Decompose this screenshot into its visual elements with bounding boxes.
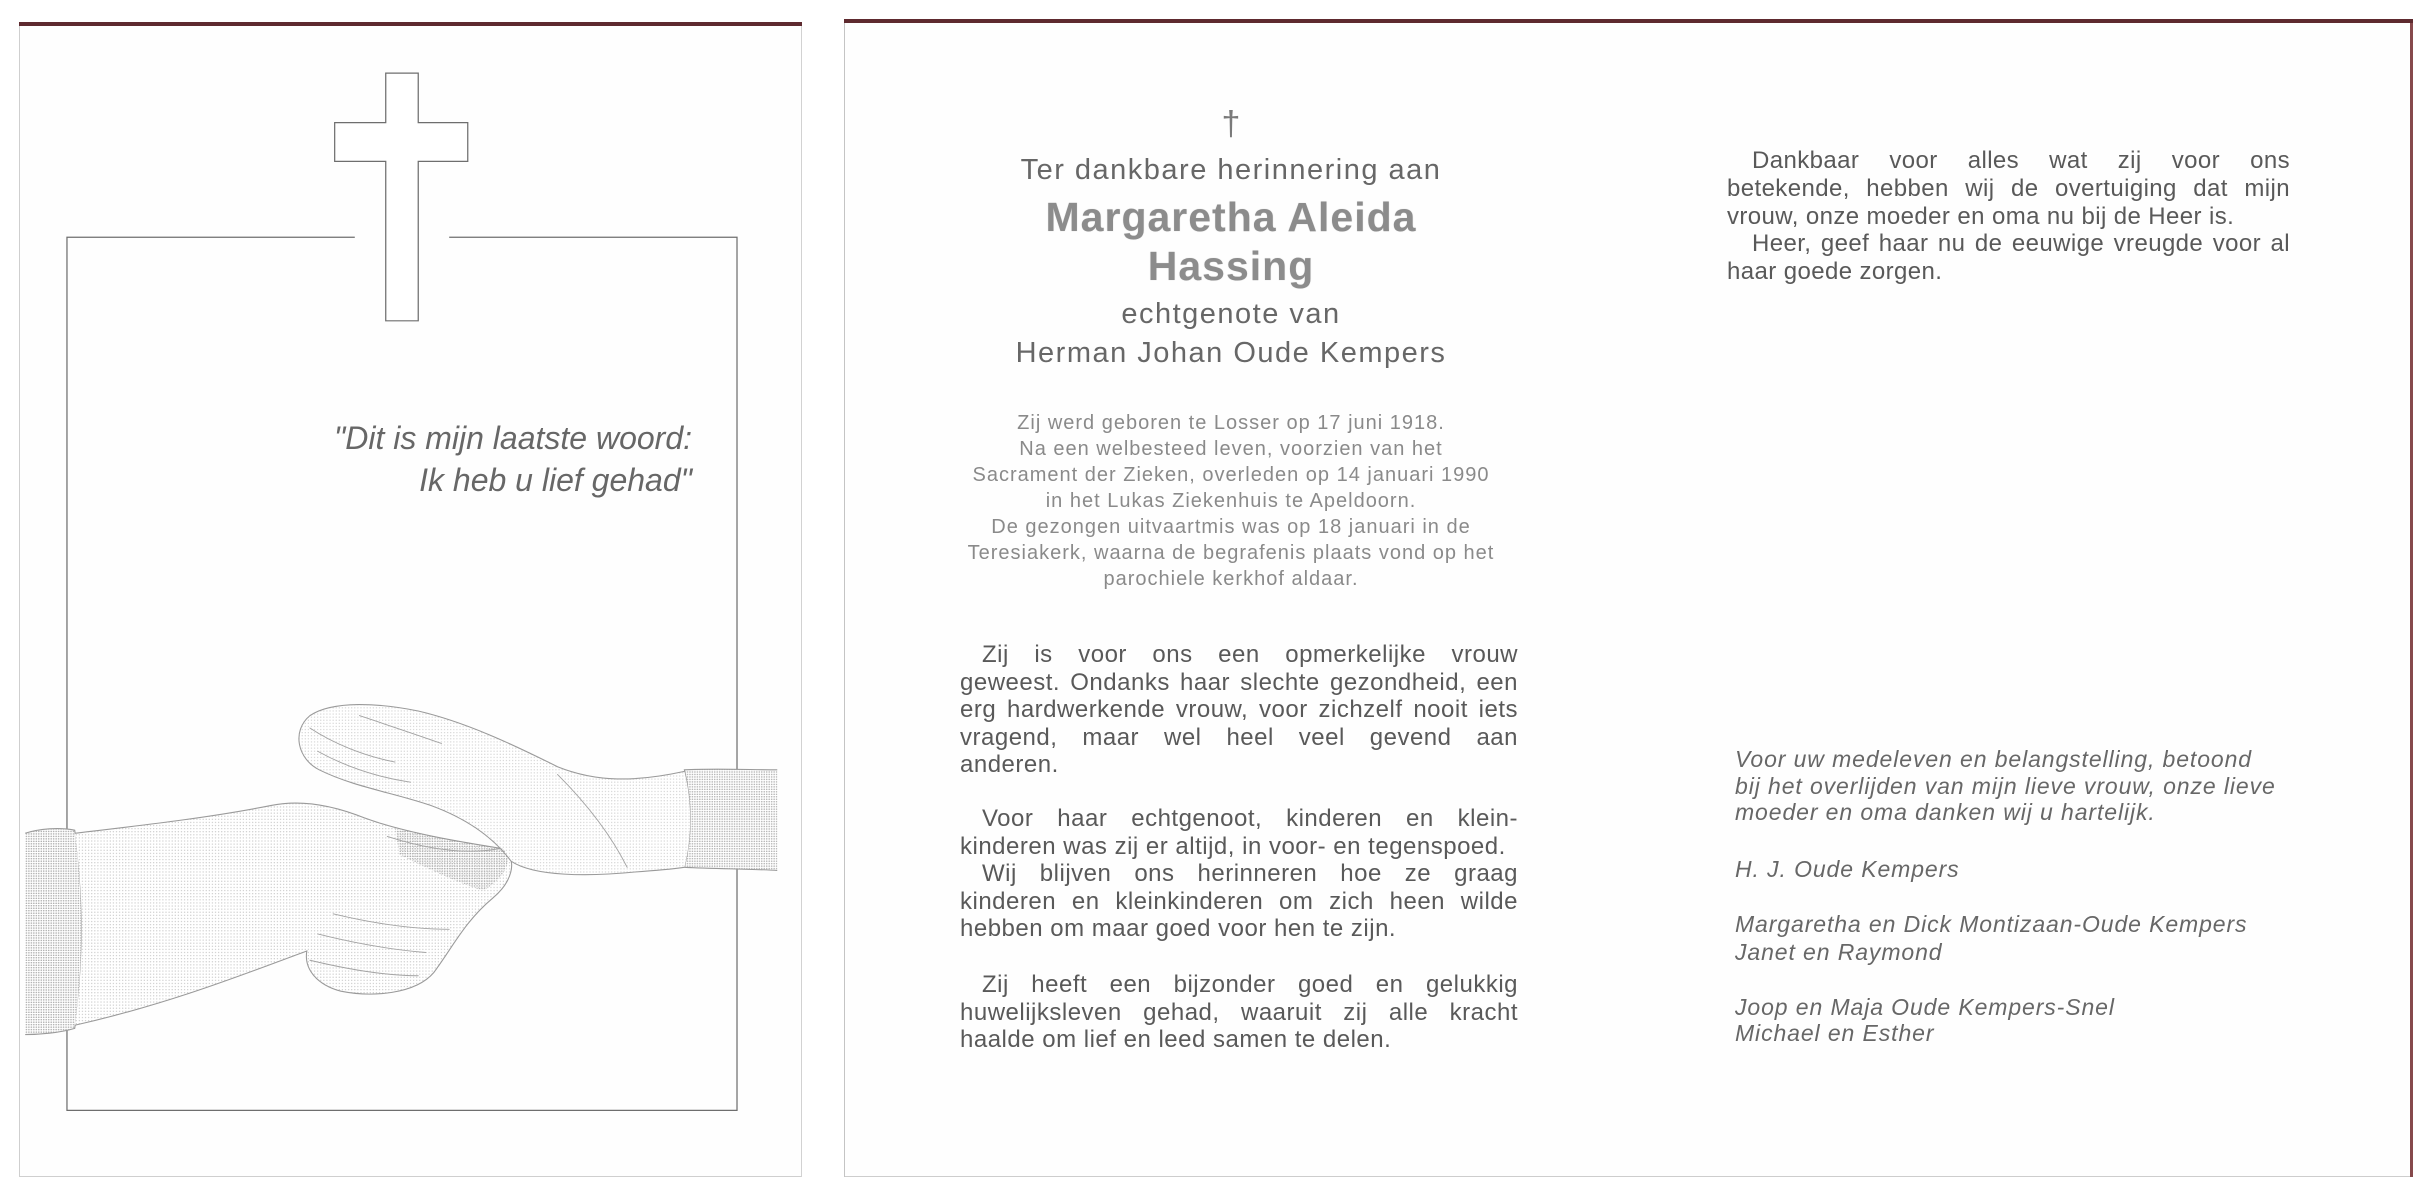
signatory-group: [1735, 994, 2115, 1046]
gratitude-line: Dankbaar voor alles wat zij voor ons: [1752, 147, 2290, 174]
tribute-line: hebben om maar goed voor hen te zijn.: [960, 915, 1397, 943]
tribute-paragraph: [960, 805, 1518, 943]
tribute-line: Wij blijven ons herinneren hoe ze graag: [982, 860, 1518, 888]
tribute-line: anderen.: [960, 751, 1059, 779]
quote-line: "Dit is mijn laatste woord:: [333, 420, 692, 456]
front-card-artwork: [19, 22, 802, 1177]
tribute-line: vragend, maar wel heel veel gevend aan: [960, 723, 1518, 751]
biography-line: in het Lukas Ziekenhuis te Apeldoorn.: [1045, 490, 1417, 512]
biography: [844, 410, 1618, 592]
tribute-line: Zij heeft een bijzonder goed en gelukkig: [982, 971, 1518, 998]
tribute-paragraph: [960, 641, 1518, 779]
tribute-line: Voor haar echtgenoot, kinderen en klein-: [982, 805, 1518, 832]
acknowledgement-line: bij het overlijden van mijn lieve vrouw, onze lieve: [1735, 772, 2276, 799]
signatory-line: H. J. Oude Kempers: [1735, 856, 1960, 882]
gratitude-line: vrouw, onze moeder en oma nu bij de Heer is.: [1727, 202, 2235, 230]
acknowledgement: [1735, 746, 2276, 826]
tribute-line: haalde om lief en leed samen te delen.: [960, 1026, 1392, 1054]
tribute-line: kinderen en kleinkinderen om zich heen wilde: [960, 887, 1518, 915]
biography-line: De gezongen uitvaartmis was op 18 januari in de: [991, 516, 1471, 538]
deceased-first-names: Margaretha Aleida: [1045, 194, 1417, 240]
biography-line: Sacrament der Zieken, overleden op 14 januari 1990: [972, 464, 1490, 486]
biography-line: Teresiakerk, waarna de begrafenis plaats vond op het: [967, 542, 1495, 564]
gratitude-line: haar goede zorgen.: [1727, 258, 1943, 286]
signatory-line: Janet en Raymond: [1735, 939, 1943, 965]
tribute-line: Zij is voor ons een opmerkelijke vrouw: [982, 641, 1518, 668]
biography-line: Na een welbesteed leven, voorzien van het: [1019, 438, 1443, 460]
biography-line: parochiele kerkhof aldaar.: [1103, 568, 1359, 590]
tribute-paragraph: [960, 971, 1518, 1054]
front-quote: [334, 417, 692, 501]
signatory-group: [1735, 856, 1960, 883]
cross-icon: [335, 73, 468, 321]
signatory-line: Michael en Esther: [1735, 1020, 1935, 1046]
gratitude-line: betekende, hebben wij de overtuiging dat mijn: [1727, 174, 2290, 202]
front-card: [19, 22, 802, 1177]
relation-label: echtgenote van: [1121, 298, 1341, 330]
acknowledgement-line: Voor uw medeleven en belangstelling, betoond: [1735, 746, 2252, 772]
clasped-hands-icon: [25, 705, 777, 1035]
tribute-line: huwelijksleven gehad, waaruit zij alle kracht: [960, 998, 1518, 1026]
deceased-surname: Hassing: [1147, 243, 1315, 289]
tribute-line: kinderen was zij er altijd, in voor- en tegenspoed.: [960, 832, 1506, 860]
gratitude-paragraph: [1727, 147, 2290, 286]
biography-line: Zij werd geboren te Losser op 17 juni 1918.: [1017, 412, 1445, 434]
tribute-line: geweest. Ondanks haar slechte gezondheid, een: [960, 668, 1518, 696]
signatory-line: Margaretha en Dick Montizaan-Oude Kempers: [1735, 911, 2248, 937]
signatory-line: Joop en Maja Oude Kempers-Snel: [1735, 994, 2115, 1020]
gratitude-line: Heer, geef haar nu de eeuwige vreugde voor al: [1752, 230, 2290, 258]
memorial-intro: Ter dankbare herinnering aan: [1020, 154, 1442, 186]
acknowledgement-line: moeder en oma danken wij u hartelijk.: [1735, 799, 2156, 825]
signatory-group: [1735, 910, 2247, 966]
tribute-line: erg hardwerkende vrouw, voor zichzelf nooit iets: [960, 696, 1518, 724]
spouse-name: Herman Johan Oude Kempers: [1015, 337, 1447, 369]
quote-line: Ik heb u lief gehad": [419, 462, 692, 498]
heading-cross-icon: †: [1221, 105, 1241, 143]
inside-card: [844, 19, 2413, 1177]
